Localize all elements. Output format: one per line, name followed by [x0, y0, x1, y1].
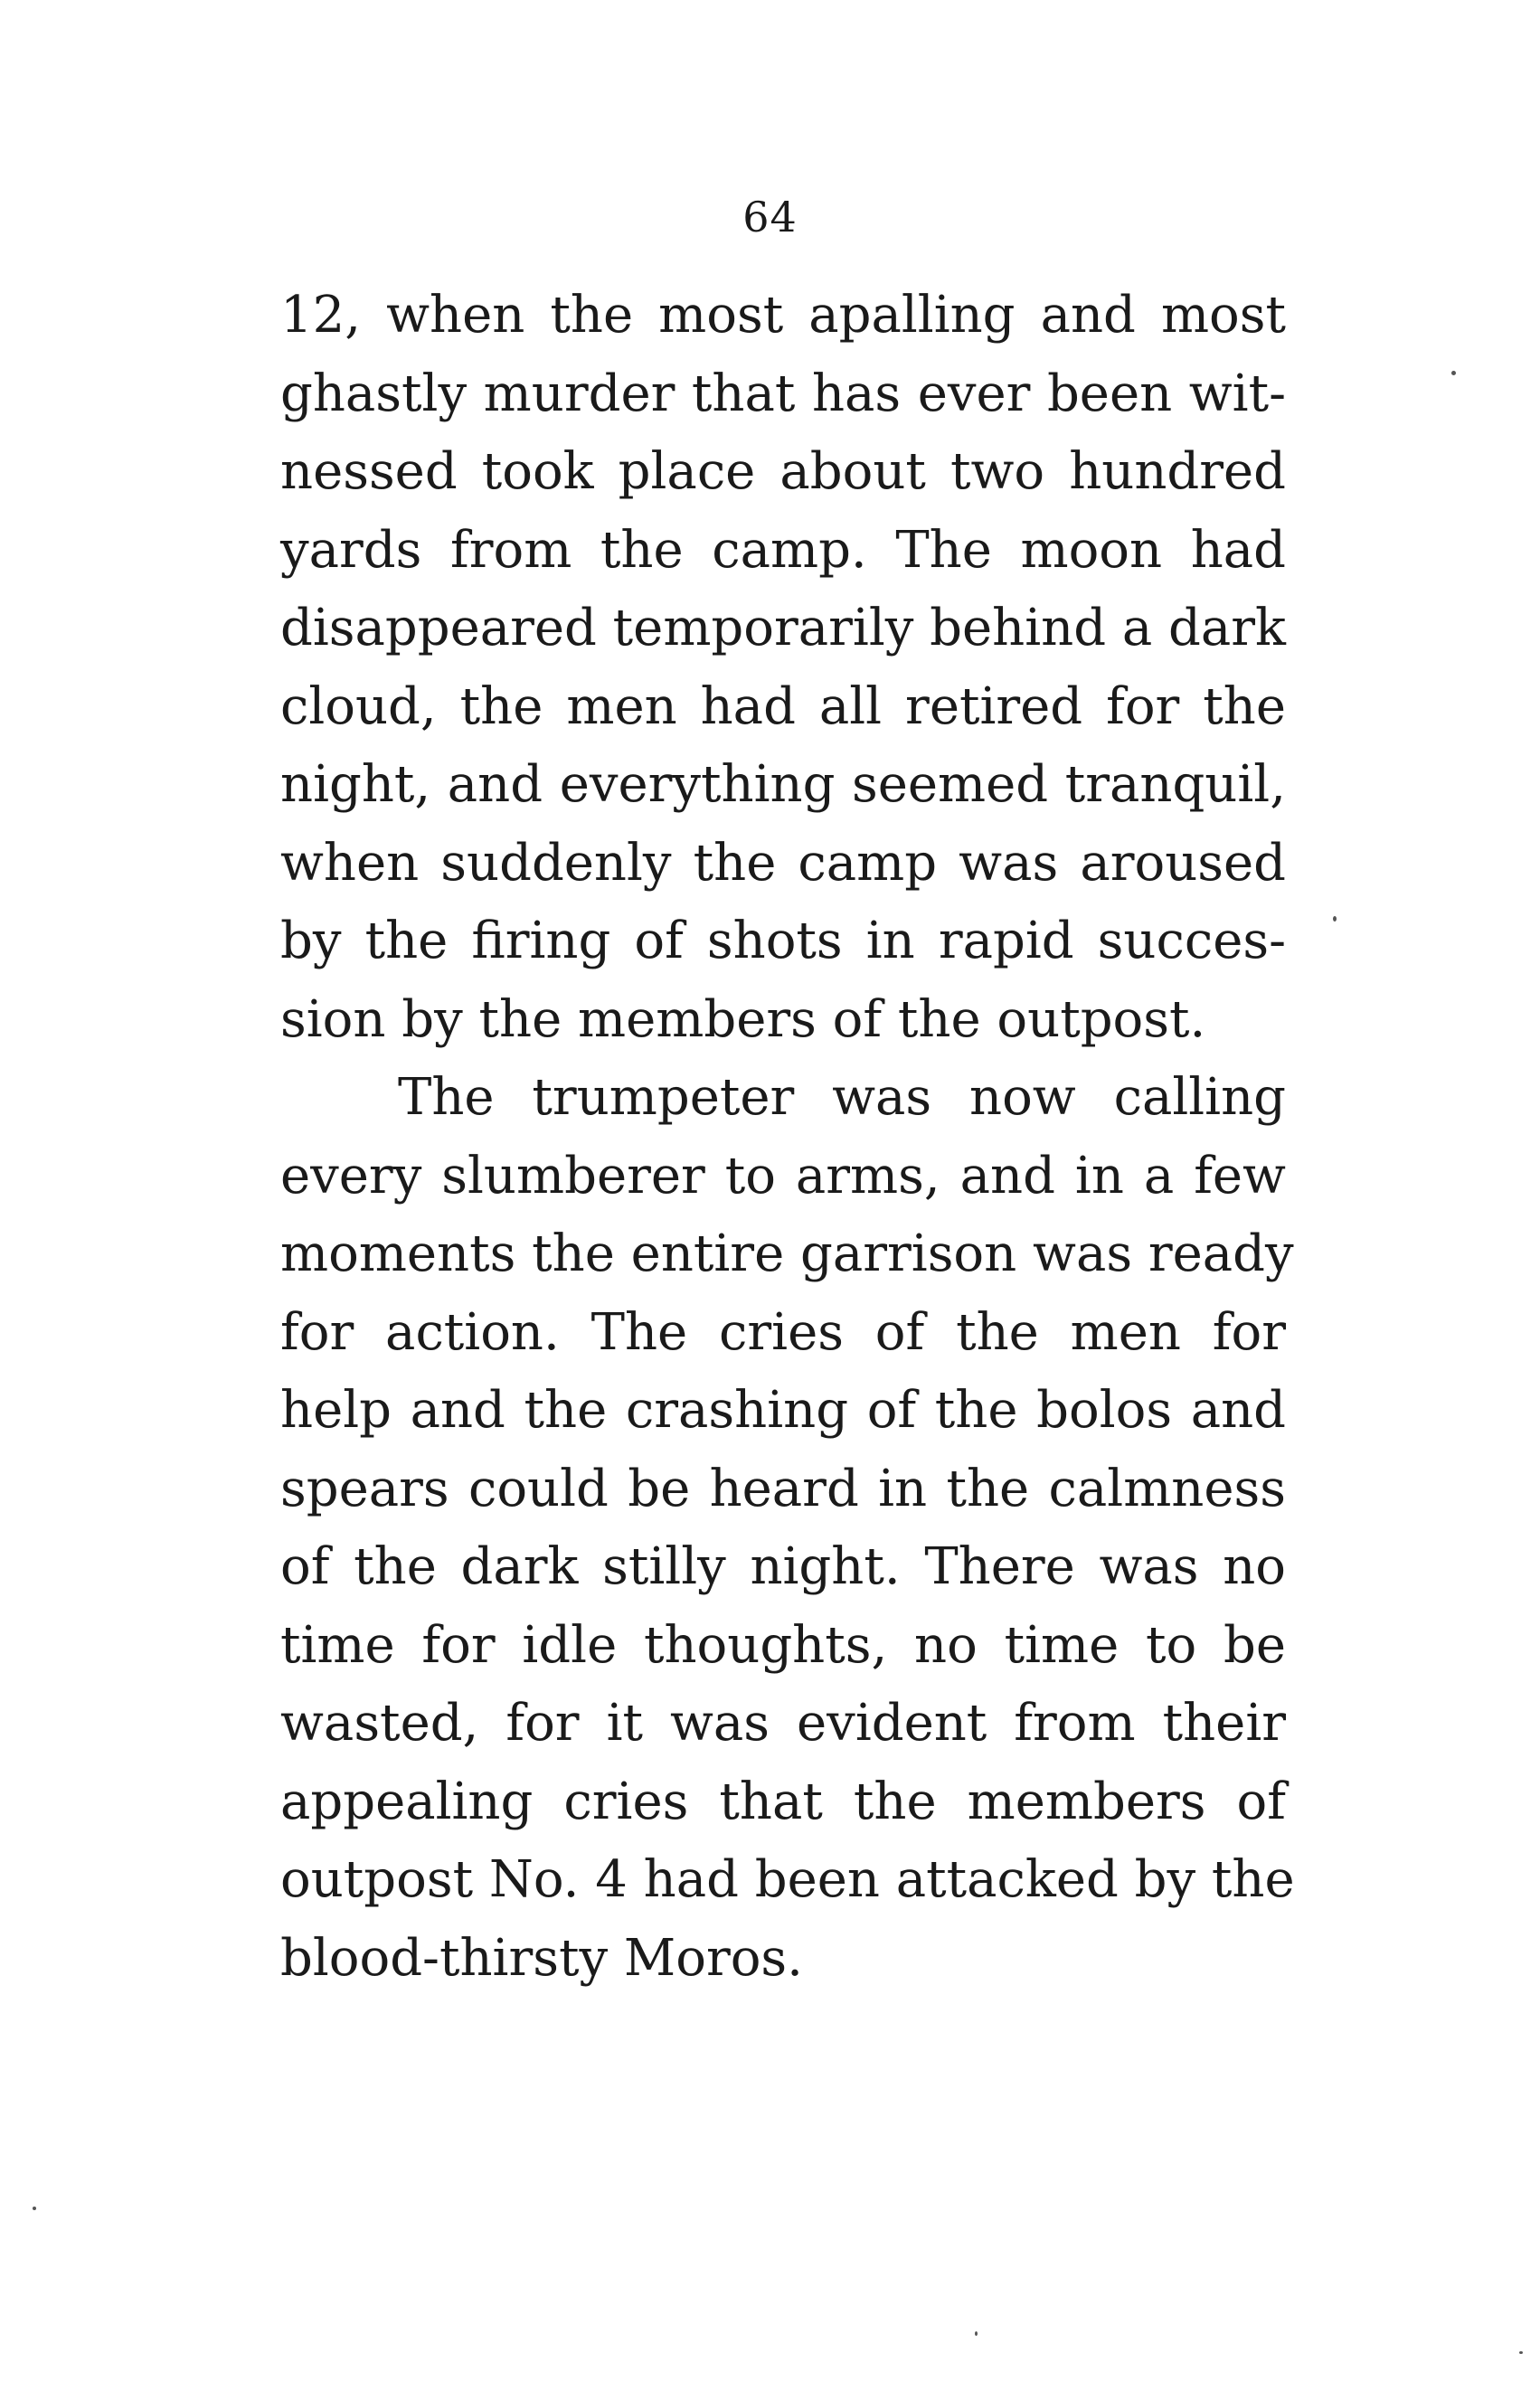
text-line: blood-thirsty Moros. [280, 1928, 803, 1988]
scan-speck [1519, 2351, 1523, 2354]
scan-speck [1333, 916, 1337, 922]
text-line: for action. The cries of the men for [280, 1302, 1286, 1362]
text-line: of the dark stilly night. There was no [280, 1537, 1286, 1596]
text-line: by the firing of shots in rapid succes- [280, 912, 1286, 970]
text-line: spears could be heard in the calmness [280, 1459, 1286, 1518]
text-line: disappeared temporarily behind a dark [280, 599, 1286, 657]
text-line: night, and everything seemed tranquil, [280, 755, 1286, 814]
scan-speck [975, 2331, 978, 2336]
text-line: when suddenly the camp was aroused [280, 833, 1286, 893]
text-line: The trumpeter was now calling [398, 1068, 1286, 1127]
body-text [280, 277, 1295, 1998]
text-line: wasted, for it was evident from their [280, 1694, 1286, 1753]
text-line: yards from the camp. The moon had [280, 520, 1286, 580]
text-line: every slumberer to arms, and in a few [280, 1146, 1286, 1205]
text-line: time for idle thoughts, no time to be [280, 1615, 1286, 1675]
text-line: moments the entire garrison was ready [280, 1224, 1294, 1283]
text-line: appealing cries that the members of [280, 1772, 1286, 1831]
text-line: ghastly murder that has ever been wit- [280, 364, 1286, 423]
page-number: 64 [742, 193, 798, 241]
text-line: nessed took place about two hundred [280, 442, 1286, 501]
scan-speck [33, 2207, 36, 2210]
text-line: sion by the members of the outpost. [280, 989, 1206, 1049]
text-line: 12, when the most apalling and most [280, 286, 1286, 345]
paragraph-1 [280, 277, 1286, 1059]
paragraph-2 [280, 1059, 1295, 1998]
text-line: cloud, the men had all retired for the [280, 676, 1286, 736]
scan-speck [1451, 371, 1456, 375]
text-line: help and the crashing of the bolos and [280, 1381, 1286, 1440]
text-line: outpost No. 4 had been attacked by the [280, 1850, 1295, 1909]
